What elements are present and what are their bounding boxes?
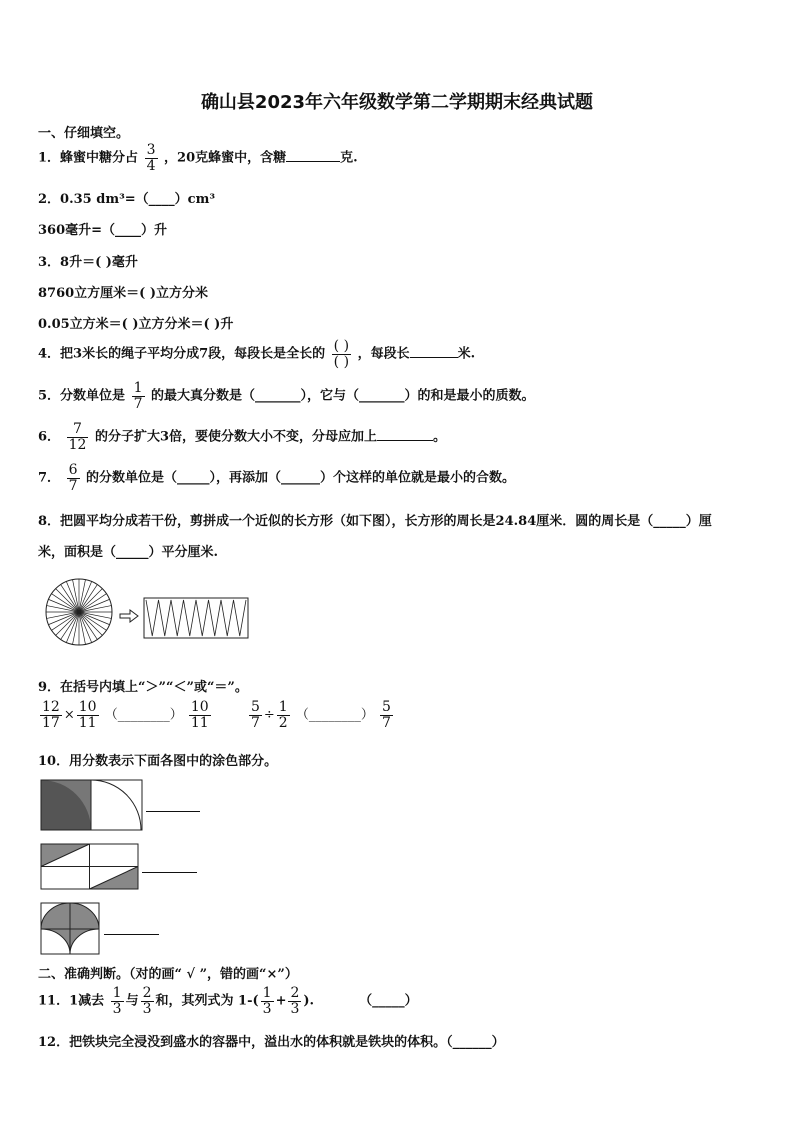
sector-line	[56, 612, 79, 635]
fraction: $\frac{2}{3}$	[142, 985, 152, 1017]
question-3b: 8760立方厘米＝( )立方分米	[38, 286, 209, 301]
fraction: $\frac{6}{7}$	[68, 462, 78, 494]
question-1: 1．蜂蜜中糖分占 $\frac{3}{4}$ ，20克蜂蜜中，含糖 克.	[38, 142, 358, 174]
sectored-circle	[46, 579, 112, 645]
question-2b: 360毫升=（____）升	[38, 223, 168, 238]
fraction: $\frac{1}{3}$	[262, 985, 272, 1017]
circle-to-rectangle-figure	[42, 576, 254, 648]
fraction: $\frac{7}{12}$	[68, 421, 87, 453]
question-10: 10．用分数表示下面各图中的涂色部分。	[38, 754, 278, 769]
section-heading-2: 二、准确判断。（对的画“ √ ”，错的画“×”）	[38, 967, 298, 982]
compare-blank[interactable]: （________）	[104, 707, 183, 723]
fraction: $\frac{1}{3}$	[112, 985, 122, 1017]
fraction: $\frac{1}{2}$	[278, 699, 288, 731]
question-4: 4．把3米长的绳子平均分成7段，每段长是全长的 $\frac{( )}{( )}$ ，每段长 米.	[38, 338, 476, 370]
shaded-figure-2	[40, 843, 140, 891]
question-11: 11．1减去 $\frac{1}{3}$ 与 $\frac{2}{3}$ 和，其列式为 1-( $\frac{1}{3}$ + $\frac{2}{3}$ ). （_____）	[38, 985, 418, 1017]
question-9-expressions: $\frac{12}{17}$ × $\frac{10}{11}$ （________） $\frac{10}{11}$ $\frac{5}{7}$ ÷ $\frac{1}{2}$ （________） $\frac{5}{7}$	[42, 699, 391, 731]
question-12: 12．把铁块完全浸没到盛水的容器中，溢出水的体积就是铁块的体积。（______）	[38, 1035, 505, 1050]
answer-blank[interactable]	[286, 161, 340, 162]
question-8-line2: 米，面积是（_____）平分厘米.	[38, 545, 219, 560]
fraction: $\frac{12}{17}$	[42, 699, 60, 731]
question-3a: 3．8升＝( )毫升	[38, 255, 138, 270]
question-3c: 0.05立方米＝( )立方分米＝( )升	[38, 317, 234, 332]
judgment-blank[interactable]: （_____）	[359, 993, 418, 1009]
fraction: $\frac{5}{7}$	[250, 699, 260, 731]
compare-blank[interactable]: （________）	[295, 707, 374, 723]
sector-line	[79, 612, 102, 635]
fraction: $\frac{3}{4}$	[146, 142, 156, 174]
arrow-icon	[120, 610, 138, 622]
answer-line[interactable]	[146, 811, 200, 812]
answer-line[interactable]	[104, 934, 159, 935]
fraction: $\frac{10}{11}$	[190, 699, 209, 731]
fraction: $\frac{5}{7}$	[382, 699, 391, 731]
shaded-figure-3	[40, 902, 102, 956]
answer-line[interactable]	[142, 872, 197, 873]
question-5: 5．分数单位是 $\frac{1}{7}$ 的最大真分数是（_______），它与（_______）的和是最小的质数。	[38, 380, 535, 412]
question-9: 9．在括号内填上“＞”“＜”或“＝”。	[38, 680, 248, 695]
fraction: $\frac{( )}{( )}$	[333, 338, 350, 370]
answer-blank[interactable]	[377, 440, 433, 441]
question-2a: 2．0.35 dm³=（____）cm³	[38, 192, 216, 207]
fraction: $\frac{10}{11}$	[78, 699, 97, 731]
sector-line	[56, 589, 79, 612]
question-7: 7． $\frac{6}{7}$ 的分数单位是（_____），再添加（______）个这样的单位就是最小的合数。	[38, 462, 516, 494]
question-6: 6． $\frac{7}{12}$ 的分子扩大3倍，要使分数大小不变，分母应加上 。	[38, 421, 446, 453]
fraction: $\frac{2}{3}$	[290, 985, 300, 1017]
shaded-figure-1	[40, 779, 144, 831]
sector-line	[79, 589, 102, 612]
question-8-line1: 8．把圆平均分成若干份，剪拼成一个近似的长方形（如下图），长方形的周长是24.84厘米．圆的周长是（_____）厘	[38, 514, 712, 529]
section-heading-1: 一、仔细填空。	[38, 126, 130, 141]
fraction: $\frac{1}{7}$	[133, 380, 143, 412]
answer-blank[interactable]	[410, 357, 458, 358]
approximate-rectangle	[144, 598, 248, 638]
page-title: 确山县2023年六年级数学第二学期期末经典试题	[200, 92, 594, 113]
